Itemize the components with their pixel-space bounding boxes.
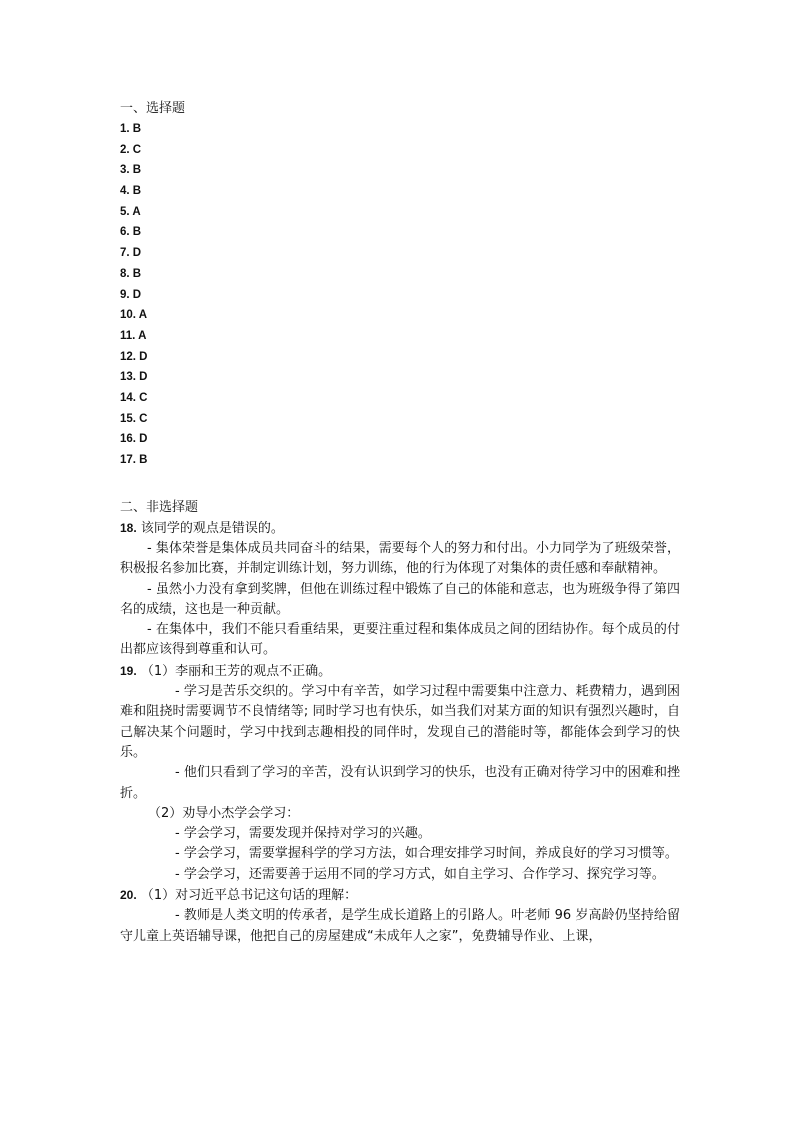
q18-heading [120, 518, 680, 539]
choice-answer: 2. C [120, 143, 142, 156]
choice-answer: 5. A [120, 205, 141, 218]
choice-answer: 7. D [120, 247, 142, 260]
q19-point: - 学会学习，需要发现并保持对学习的兴趣。 [175, 826, 431, 842]
q18-answer: 该同学的观点是错误的。 [136, 520, 284, 536]
choice-answer: 9. D [120, 288, 142, 301]
q19-number: 19. [120, 663, 137, 678]
q19-point: - 学会学习，还需要善于运用不同的学习方式，如自主学习、合作学习、探究学习等。 [175, 866, 665, 882]
choice-answer: 17. B [120, 454, 148, 466]
choice-answer: 12. D [120, 350, 148, 363]
q18-point: - 在集体中，我们不能只看重结果，更要注重过程和集体成员之间的团结协作。每个成员的付出都应该得到尊重和认可。 [120, 622, 680, 658]
choice-answer: 3. B [120, 164, 142, 177]
section-title-open: 二、非选择题 [120, 499, 199, 515]
q18-point: - 虽然小力没有拿到奖牌，但他在训练过程中锻炼了自己的体能和意志，也为班级争得了第四名的成绩，这也是一种贡献。 [120, 581, 680, 617]
section-gap [120, 471, 680, 498]
q20-part1: （1）对习近平总书记这句话的理解： [136, 888, 358, 904]
answer-sheet [120, 99, 680, 947]
choice-answer: 15. C [120, 412, 148, 425]
choice-answer: 1. B [120, 123, 142, 135]
choice-answer-list [120, 119, 680, 471]
q19-part1: （1）李丽和王芳的观点不正确。 [136, 663, 332, 679]
choice-answer: 10. A [120, 309, 148, 322]
q20-number: 20. [120, 888, 137, 903]
choice-answer: 13. D [120, 371, 148, 384]
q19-point: - 他们只看到了学习的辛苦，没有认识到学习的快乐，也没有正确对待学习中的困难和挫折。 [120, 765, 680, 801]
q19-point: - 学会学习，需要掌握科学的学习方法，如合理安排学习时间，养成良好的学习习惯等。 [175, 846, 678, 862]
q20-heading [120, 885, 680, 906]
q19-part2: （2）劝导小杰学会学习： [148, 805, 300, 821]
section-title-choice: 一、选择题 [120, 101, 186, 116]
choice-answer: 14. C [120, 391, 148, 404]
q18-point: - 集体荣誉是集体成员共同奋斗的结果，需要每个人的努力和付出。小力同学为了班级荣誉，积极报名参加比赛，并制定训练计划，努力训练，他的行为体现了对集体的责任感和奉献精神。 [120, 540, 680, 577]
choice-answer: 11. A [120, 329, 147, 342]
q19-point: - 学习是苦乐交织的。学习中有辛苦，如学习过程中需要集中注意力、耗费精力，遇到困难和阻挠时需要调节不良情绪等; 同时学习也有快乐，如当我们对某方面的知识有强烈兴趣时，自己解决某个问题时，学习中找到志趣相投的同伴时，发现自己的潜能时等，都能体会到学习的快乐。 [120, 684, 680, 760]
choice-answer: 8. B [120, 267, 142, 280]
choice-answer: 4. B [120, 185, 142, 198]
q20-point: - 教师是人类文明的传承者，是学生成长道路上的引路人。叶老师 96 岁高龄仍坚持给留守儿童上英语辅导课，他把自己的房屋建成“未成年人之家”，免费辅导作业、上课， [120, 908, 680, 944]
choice-answer: 16. D [120, 433, 148, 446]
q18-number: 18. [120, 520, 137, 535]
choice-answer: 6. B [120, 226, 142, 239]
q19-heading [120, 661, 680, 682]
